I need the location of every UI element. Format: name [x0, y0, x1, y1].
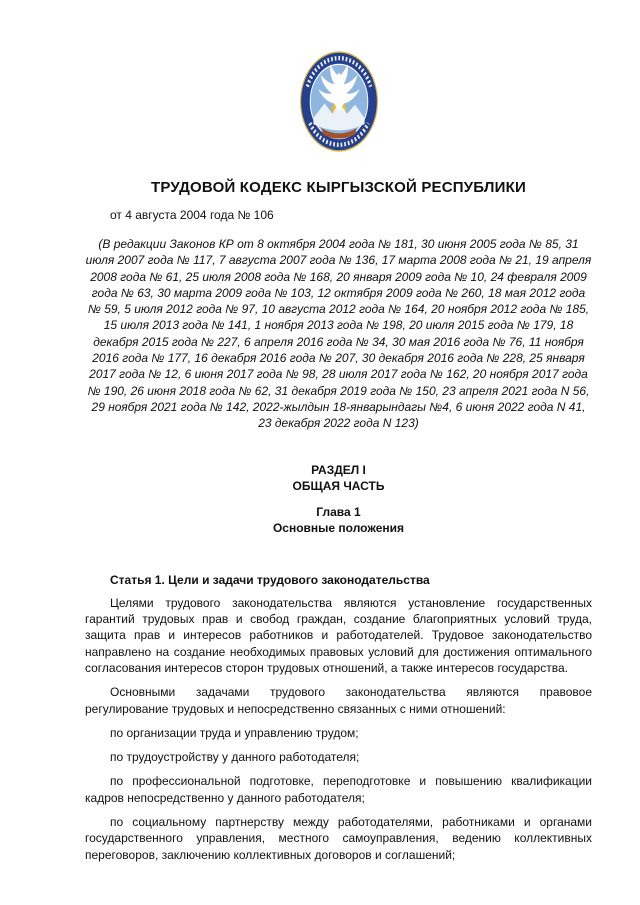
article-paragraph: по социальному партнерству между работодателями, работниками и органами государственного управления, местного самоуправления, ведению коллективных переговоров, заключению коллективных договоров и соглашений; [85, 815, 592, 862]
article-paragraph: Целями трудового законодательства являются установление государственных гарантий трудовых прав и свобод граждан, создание благоприятных условий труда, защита прав и интересов работников и работодателей. Трудовое законодательство направлено на создание необходимых правовых условий для достижения оптимального согласования интересов сторон трудовых отношений, а также интересов государства. [85, 595, 592, 675]
article-paragraph: по профессиональной подготовке, переподготовке и повышению квалификации кадров непосредственно у данного работодателя; [85, 774, 592, 805]
emblem-container [85, 0, 592, 153]
document-title: ТРУДОВОЙ КОДЕКС КЫРГЫЗСКОЙ РЕСПУБЛИКИ [151, 179, 526, 196]
chapter-name: Основные положения [272, 521, 405, 536]
section-name: ОБЩАЯ ЧАСТЬ [292, 478, 385, 493]
adoption-date-line: от 4 августа 2004 года № 106 [110, 208, 274, 222]
article-paragraph: по организации труда и управлению трудом; [110, 725, 359, 740]
kyrgyz-state-emblem-icon [299, 50, 379, 153]
chapter-label: Глава 1 [316, 505, 361, 520]
section-heading [85, 462, 592, 495]
article-paragraph: Основными задачами трудового законодательства являются правовое регулирование трудовых и непосредственно связанных с ними отношений: [85, 685, 592, 716]
article-paragraph: по трудоустройству у данного работодателя; [110, 750, 360, 765]
chapter-heading [85, 504, 592, 537]
article-heading: Статья 1. Цели и задачи трудового законодательства [110, 572, 430, 587]
section-label: РАЗДЕЛ I [311, 462, 366, 477]
amendments-note: (В редакции Законов КР от 8 октября 2004 года № 181, 30 июня 2005 года № 85, 31 июля 2007 года № 117, 7 августа 2007 года № 136, 17 марта 2008 года № 21, 19 апреля 2008 года № 61, 25 июля 2008 года № 168, 20 января 2009 года № 10, 24 февраля 2009 года № 63, 30 марта 2009 года № 103, 12 октября 2009 года № 260, 18 мая 2012 года № 59, 5 июля 2012 года № 97, 10 августа 2012 года № 164, 20 ноября 2012 года № 185, 15 июля 2013 года № 141, 1 ноября 2013 года № 198, 20 июля 2015 года № 179, 18 декабря 2015 года № 227, 6 апреля 2016 года № 34, 30 мая 2016 года № 76, 11 ноября 2016 года № 177, 16 декабря 2016 года № 207, 30 декабря 2016 года № 228, 25 января 2017 года № 12, 6 июня 2017 года № 98, 28 июля 2017 года № 162, 20 ноября 2017 года № 190, 26 июня 2018 года № 62, 31 декабря 2019 года № 150, 23 апреля 2021 года N 56, 29 ноября 2021 года № 142, 2022-жылдын 18-январындагы №4, 6 июня 2022 года N 41, 23 декабря 2022 года N 123) [85, 237, 592, 431]
